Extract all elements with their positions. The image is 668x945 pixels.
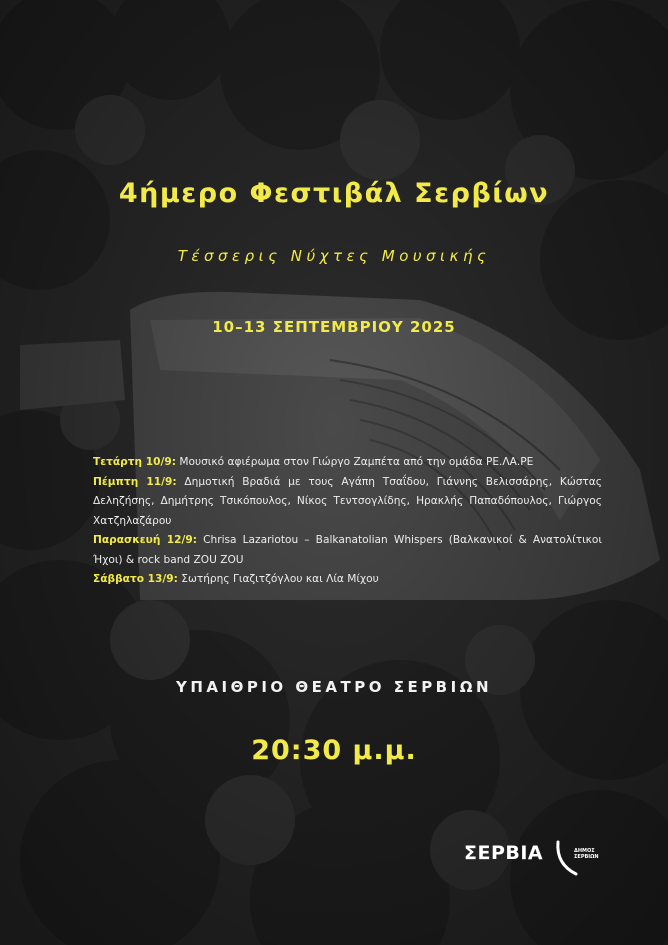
festival-dates: 10–13 ΣΕΠΤΕΜΒΡΙΟΥ 2025 [212,318,456,336]
program-entry [93,473,602,532]
program-day: Παρασκευή 12/9: [93,534,198,546]
festival-subtitle: Τέσσερις Νύχτες Μουσικής [177,247,491,265]
program-text: Chrisa Lazariotou – Balkanatolian Whispers (Βαλκανικοί & Ανατολίτικοι Ήχοι) & rock band ZOU ZOU [93,534,602,566]
program-entry [93,531,602,570]
program-text: Σωτήρης Γιαζιτζόγλου και Λία Μίχου [177,573,379,585]
program-list [93,453,602,590]
municipality-logo-name: ΣΕΡΒΙΑ [464,842,544,864]
program-day: Πέμπτη 11/9: [93,475,177,488]
festival-title: 4ήμερο Φεστιβάλ Σερβίων [118,178,550,209]
logo-sub-line: ΣΕΡΒΙΩΝ [574,854,599,860]
program-text: Δημοτική Βραδιά με τους Αγάπη Τσαΐδου, Γιάννης Βελισσάρης, Κώστας Δεληζήσης, Δημήτρης Τσικόπουλος, Νίκος Τεντσογλίδης, Ηρακλής Παπαδόπουλος, Γιώργος Χατζηλαζάρου [93,475,602,527]
program-entry [93,453,602,473]
event-time: 20:30 μ.μ. [251,735,417,766]
program-text: Μουσικό αφιέρωμα στον Γιώργο Ζαμπέτα από την ομάδα ΡΕ.ΛΑ.ΡΕ [175,456,534,468]
municipality-logo-subtitle [574,848,614,860]
logo-sub-line: ΔΗΜΟΣ [574,848,595,854]
program-entry [93,570,602,590]
program-day: Σάββατο 13/9: [93,573,178,585]
venue-name: ΥΠΑΙΘΡΙΟ ΘΕΑΤΡΟ ΣΕΡΒΙΩΝ [175,678,493,696]
program-day: Τετάρτη 10/9: [93,456,176,468]
